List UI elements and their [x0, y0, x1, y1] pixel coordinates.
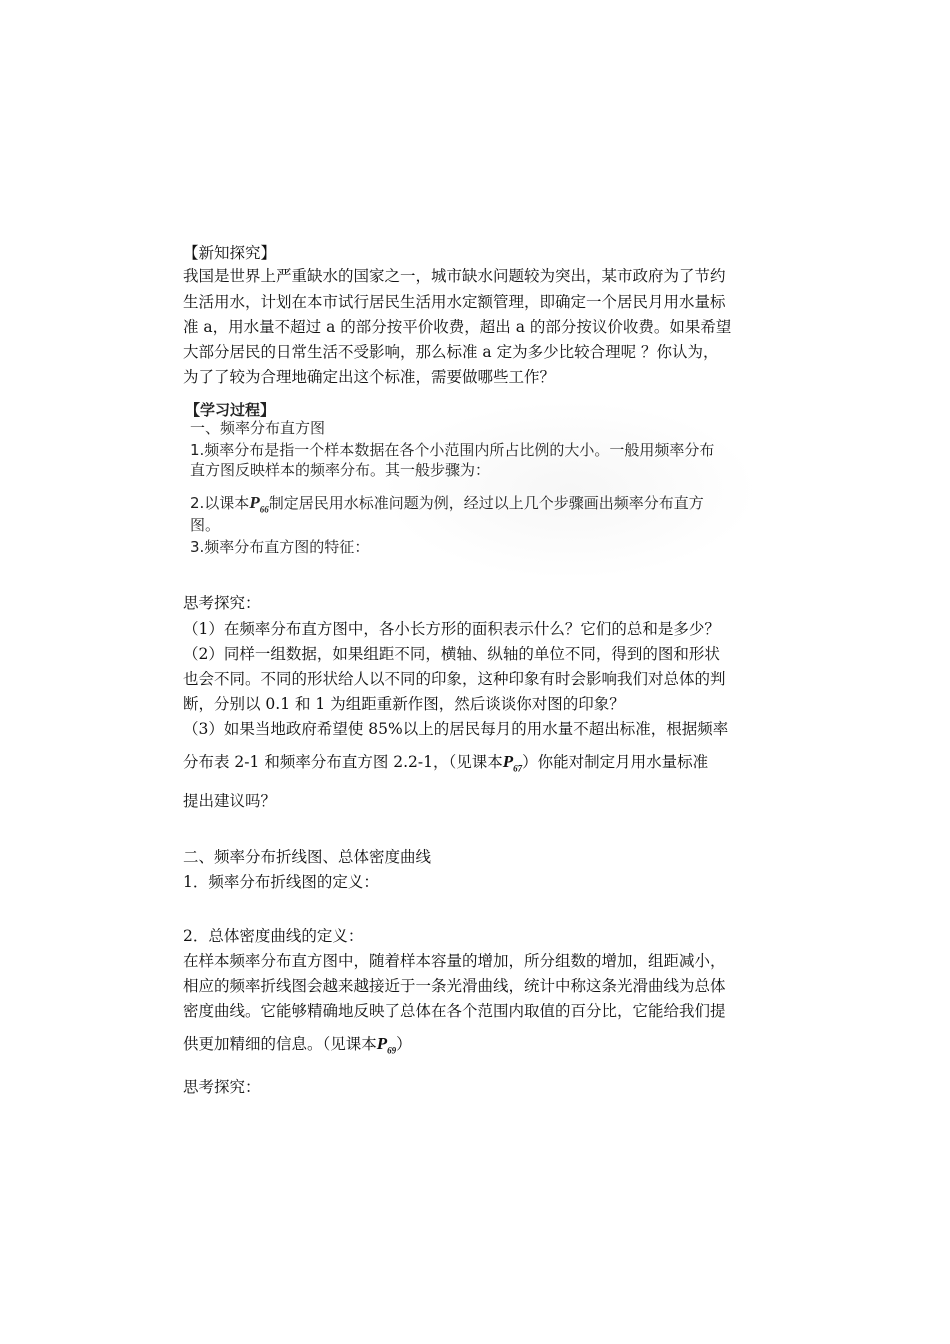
paragraph-line: 准 a，用水量不超过 a 的部分按平价收费，超出 a 的部分按议价收费。如果希望 — [183, 318, 732, 336]
paragraph-line: 我国是世界上严重缺水的国家之一，城市缺水问题较为突出，某市政府为了节约 — [183, 267, 726, 285]
item2-pre: 2.以课本 — [190, 494, 250, 512]
item2-post: 制定居民用水标准问题为例，经过以上几个步骤画出频率分布直方 — [268, 494, 704, 512]
question-2-line: （2）同样一组数据，如果组距不同，横轴、纵轴的单位不同，得到的图和形状 — [183, 645, 720, 663]
heading-section-two: 二、频率分布折线图、总体密度曲线 — [183, 848, 432, 866]
item1-line2: 直方图反映样本的频率分布。其一般步骤为： — [190, 461, 491, 479]
page-ref-p67: $P_{67}$ — [502, 752, 523, 774]
item-polyline-definition: 1．频率分布折线图的定义： — [183, 873, 379, 891]
question-1: （1）在频率分布直方图中，各小长方形的面积表示什么？它们的总和是多少？ — [183, 620, 720, 638]
page-ref-p69: $P_{69}$ — [376, 1034, 397, 1056]
heading-new-knowledge: 【新知探究】 — [183, 244, 277, 262]
item1-line1: 1.频率分布是指一个样本数据在各个小范围内所占比例的大小。一般用频率分布 — [190, 441, 715, 459]
page-ref-p66: $P_{66}$ — [249, 493, 269, 515]
paragraph-line: 生活用水，计划在本市试行居民生活用水定额管理，即确定一个居民月用水量标 — [183, 293, 726, 311]
definition-last-line: 供更加精细的信息。（见课本$P_{69}$） — [183, 1034, 412, 1056]
item2-line2: 图。 — [190, 516, 221, 534]
question-2-line: 也会不同。不同的形状给人以不同的印象，这种印象有时会影响我们对总体的判 — [183, 670, 726, 688]
subheading-histogram: 一、频率分布直方图 — [190, 419, 326, 437]
question-2-line: 断，分别以 0.1 和 1 为组距重新作图，然后谈谈你对图的印象？ — [183, 695, 625, 713]
item3: 3.频率分布直方图的特征： — [190, 538, 370, 556]
paragraph-line: 为了了较为合理地确定出这个标准，需要做哪些工作？ — [183, 368, 556, 386]
question-3-line2: 分布表 2-1 和频率分布直方图 2.2-1，（见课本$P_{67}$）你能对制定月用水量标准 — [183, 752, 709, 774]
definition-line: 在样本频率分布直方图中，随着样本容量的增加，所分组数的增加，组距减小， — [183, 952, 726, 970]
item-density-curve-definition: 2．总体密度曲线的定义： — [183, 927, 364, 945]
paragraph-line: 大部分居民的日常生活不受影响，那么标准 a 定为多少比较合理呢 ？你认为， — [183, 343, 719, 361]
item2-line1 — [190, 492, 704, 520]
question-3-line3: 提出建议吗？ — [183, 792, 277, 810]
heading-think-explore: 思考探究： — [183, 594, 261, 612]
question-3-line1: （3）如果当地政府希望使 85%以上的居民每月的用水量不超出标准，根据频率 — [183, 720, 729, 738]
definition-line: 相应的频率折线图会越来越接近于一条光滑曲线，统计中称这条光滑曲线为总体 — [183, 977, 726, 995]
heading-think-explore-2: 思考探究： — [183, 1078, 261, 1096]
heading-learning-process: 【学习过程】 — [185, 401, 276, 419]
definition-line: 密度曲线。它能够精确地反映了总体在各个范围内取值的百分比，它能给我们提 — [183, 1002, 726, 1020]
faint-watermark — [380, 400, 760, 580]
